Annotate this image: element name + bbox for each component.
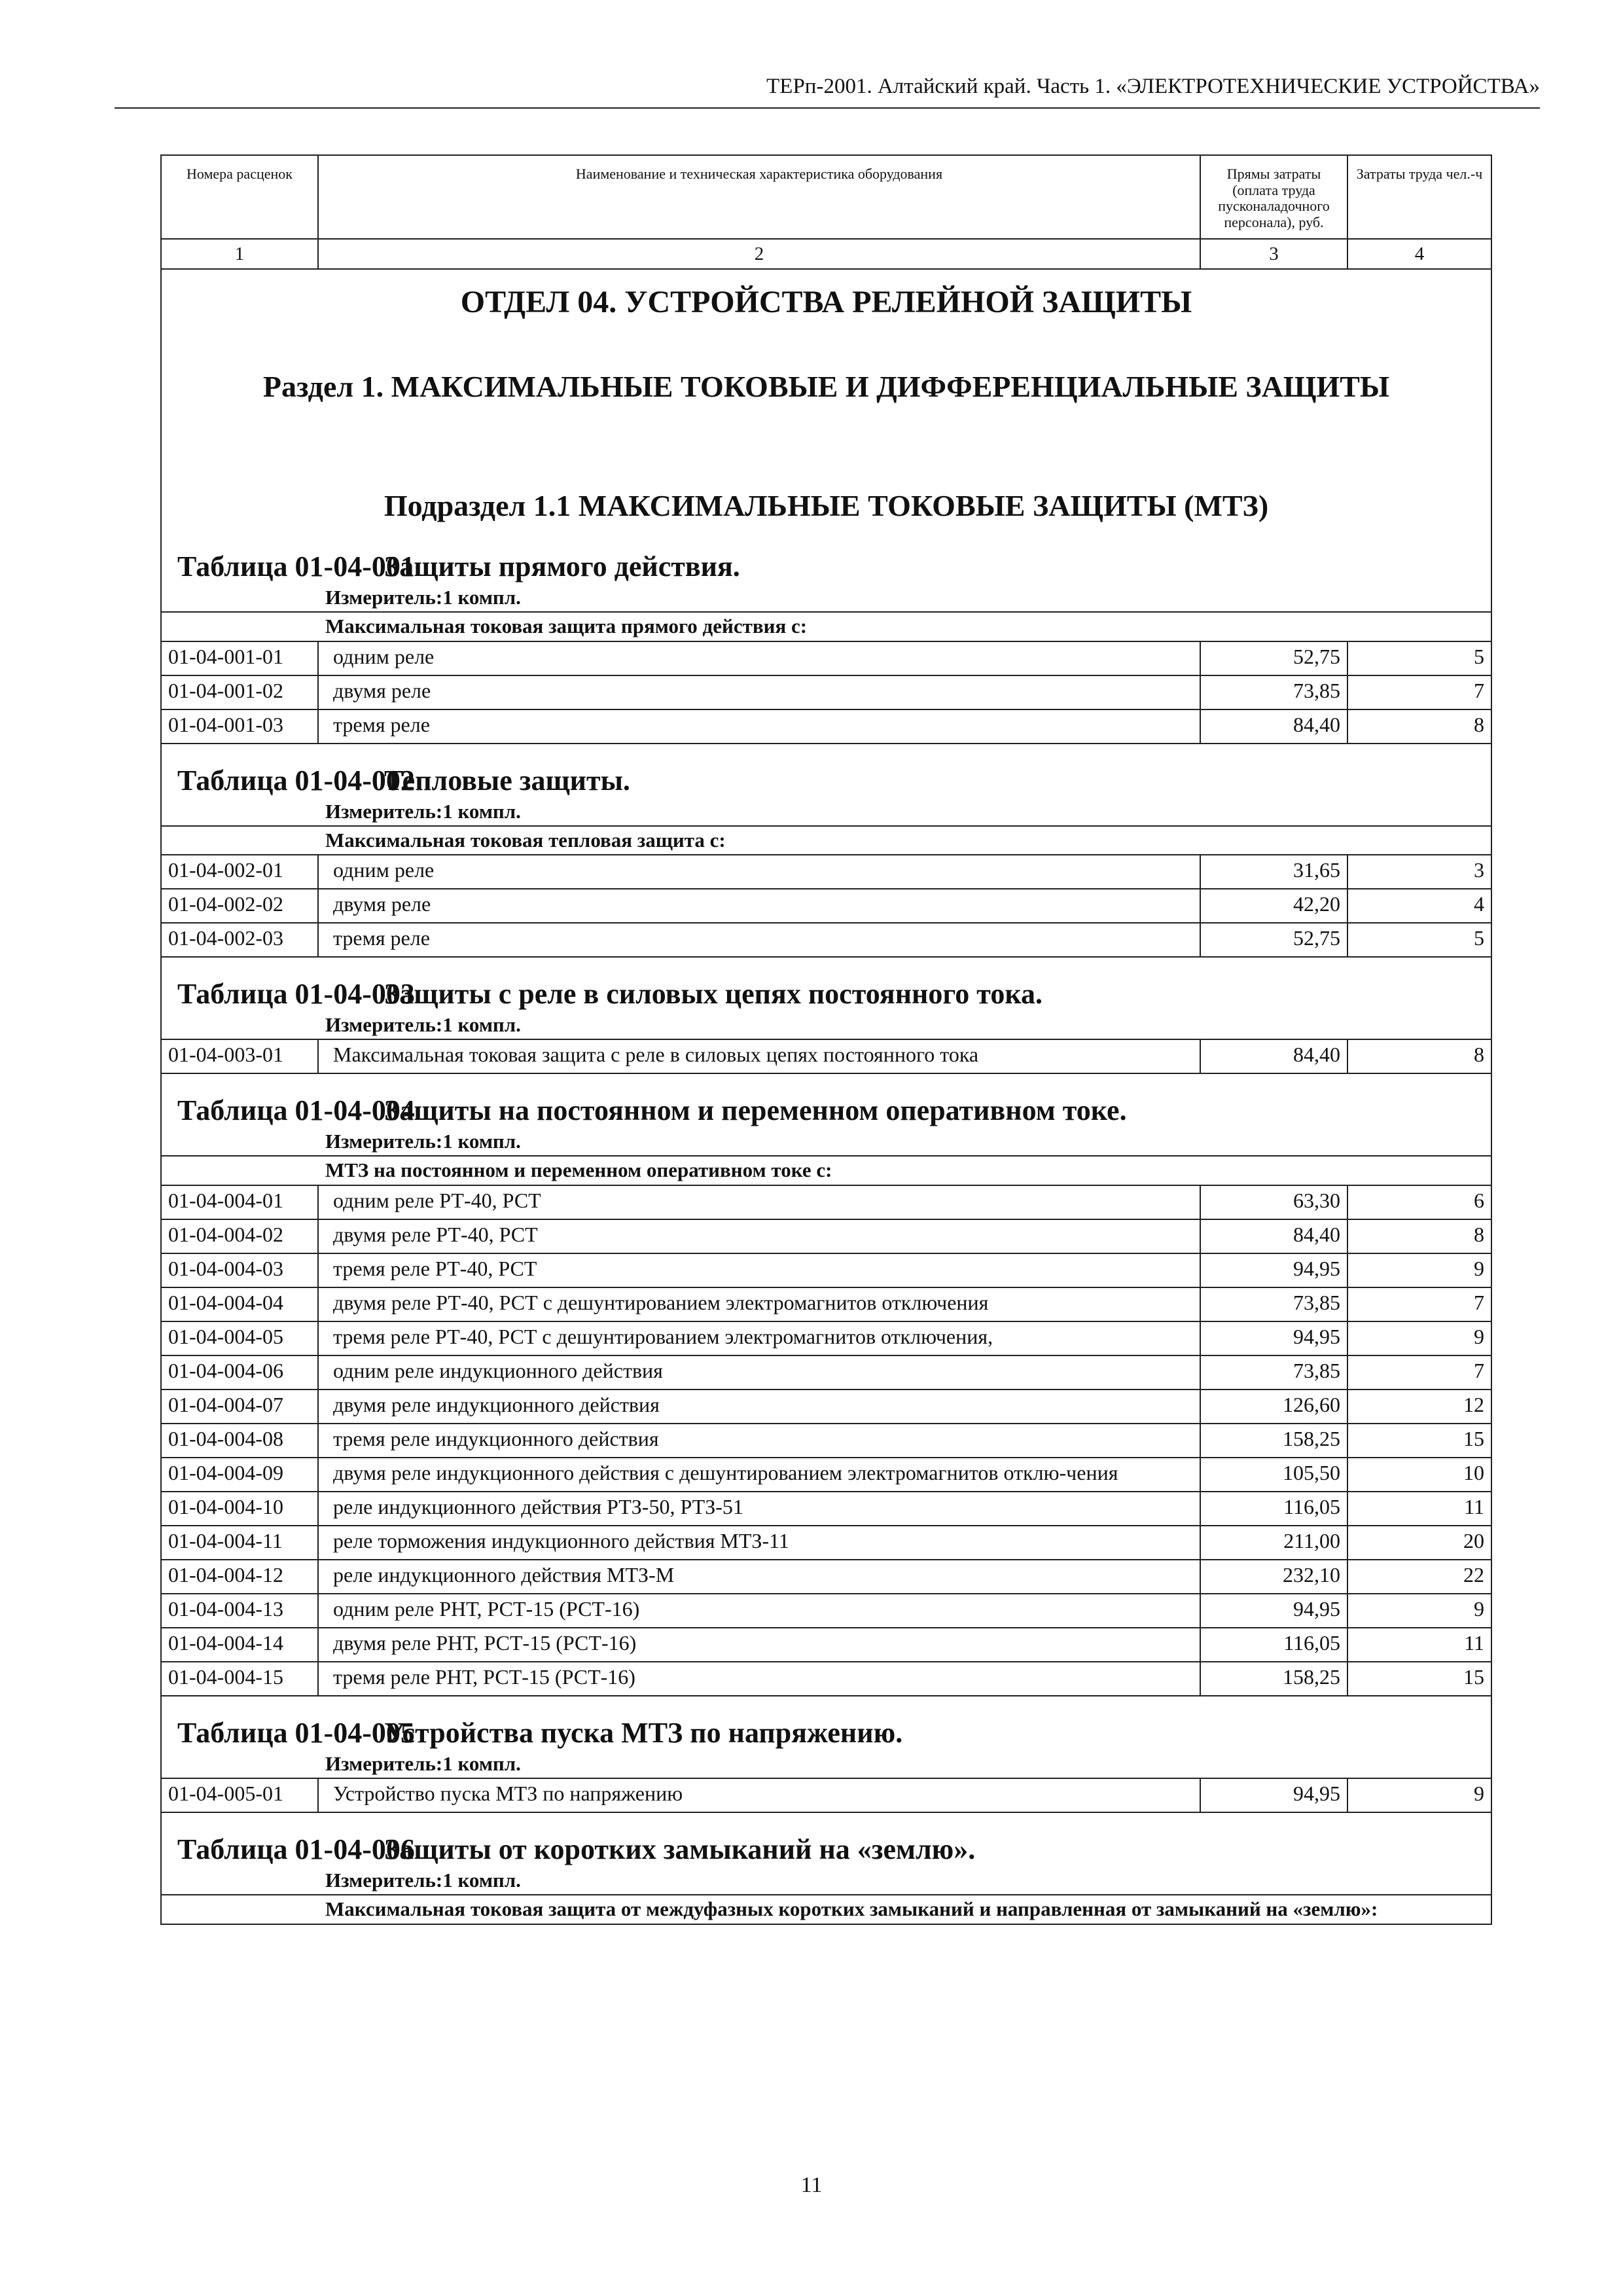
rate-labor: 6 [1474,1189,1484,1213]
rate-cost: 94,95 [1201,1322,1348,1355]
rate-cost: 84,40 [1201,710,1348,743]
table-row [162,1661,1491,1695]
rate-cost: 211,00 [1201,1526,1348,1559]
rate-cost: 52,75 [1201,924,1348,956]
table-row [162,1559,1491,1593]
table-row [162,1457,1491,1491]
rate-cost: 232,10 [1201,1560,1348,1593]
rate-code: 01-04-005-01 [162,1779,319,1812]
rate-table-block [162,1695,1491,1812]
column-number: 2 [319,240,1201,270]
table-code: Таблица 01-04-002 [177,764,415,797]
section-title: Раздел 1. МАКСИМАЛЬНЫЕ ТОКОВЫЕ И ДИФФЕРЕНЦИАЛЬНЫЕ ЗАЩИТЫ [262,370,1390,403]
rate-labor: 11 [1464,1631,1484,1655]
table-meter: Измеритель:1 компл. [325,1013,521,1037]
column-number: 4 [1348,240,1491,270]
table-row [162,854,1491,888]
rate-cost: 105,50 [1201,1458,1348,1491]
rate-description: одним реле РТ-40, РСТ [319,1186,1201,1219]
table-title [162,1813,1491,1867]
table-row [162,1491,1491,1525]
table-row [162,709,1491,743]
rate-code: 01-04-003-01 [162,1040,319,1073]
table-row [162,1039,1491,1073]
rate-cost: 73,85 [1201,1356,1348,1389]
rate-cost: 158,25 [1201,1662,1348,1695]
rate-cost: 126,60 [1201,1390,1348,1423]
table-name: Тепловые защиты. [384,764,630,797]
rate-cost: 116,05 [1201,1492,1348,1525]
rate-description: одним реле [319,642,1201,675]
rate-code: 01-04-004-03 [162,1254,319,1287]
table-row [162,1185,1491,1219]
rate-labor: 22 [1463,1563,1484,1587]
rate-description: одним реле [319,855,1201,888]
rate-labor: 15 [1463,1427,1484,1451]
rate-description: тремя реле индукционного действия [319,1424,1201,1457]
rate-code: 01-04-004-11 [162,1526,319,1559]
rate-code: 01-04-002-02 [162,889,319,922]
table-title [162,958,1491,1011]
rates-table [160,154,1492,1925]
rate-labor: 3 [1474,858,1484,882]
rate-labor: 5 [1474,644,1484,668]
rate-table-block [162,1812,1491,1924]
table-row [162,1778,1491,1812]
rate-labor: 9 [1474,1597,1484,1621]
table-code: Таблица 01-04-006 [177,1833,415,1866]
column-header-codes: Номера расценок [162,156,319,240]
column-header-row [162,156,1491,240]
rate-cost: 73,85 [1201,1288,1348,1321]
rate-labor: 8 [1474,712,1484,736]
rate-labor: 7 [1474,1291,1484,1315]
rate-labor: 9 [1474,1325,1484,1349]
table-code: Таблица 01-04-001 [177,550,415,583]
group-heading: Максимальная токовая тепловая защита с: [162,825,1491,855]
table-name: Защиты от коротких замыканий на «землю». [384,1833,976,1866]
rate-code: 01-04-004-05 [162,1322,319,1355]
rate-labor: 20 [1463,1529,1484,1553]
rate-labor: 8 [1474,1043,1484,1067]
column-header-cost: Прямы затраты (оплата труда пусконаладочного персонала), руб. [1201,156,1348,240]
table-meter: Измеритель:1 компл. [325,1869,521,1892]
rate-description: тремя реле РНТ, РСТ-15 (РСТ-16) [319,1662,1201,1695]
rate-labor: 5 [1474,926,1484,950]
table-meter: Измеритель:1 компл. [325,1752,521,1776]
rate-code: 01-04-004-13 [162,1594,319,1627]
rate-description: тремя реле РТ-40, РСТ с дешунтированием электромагнитов отключения, [319,1322,1201,1355]
table-meter: Измеритель:1 компл. [325,799,521,823]
rate-code: 01-04-002-01 [162,855,319,888]
rate-cost: 116,05 [1201,1628,1348,1661]
group-heading: Максимальная токовая защита от междуфазных коротких замыканий и направленная от замыканий на «землю»: [162,1894,1491,1924]
rate-labor: 8 [1474,1223,1484,1247]
column-header-labor: Затраты труда чел.-ч [1348,156,1491,240]
rate-code: 01-04-004-06 [162,1356,319,1389]
rate-description: двумя реле [319,889,1201,922]
group-heading: МТЗ на постоянном и переменном оперативном токе с: [162,1155,1491,1185]
rate-description: реле торможения индукционного действия МТЗ-11 [319,1526,1201,1559]
table-name: Защиты с реле в силовых цепях постоянного тока. [384,978,1043,1011]
table-row [162,1423,1491,1457]
table-row [162,922,1491,956]
table-code: Таблица 01-04-003 [177,978,415,1011]
rate-description: Устройство пуска МТЗ по напряжению [319,1779,1201,1812]
table-name: Устройства пуска МТЗ по напряжению. [384,1717,903,1749]
column-number: 1 [162,240,319,270]
rate-code: 01-04-004-08 [162,1424,319,1457]
rate-code: 01-04-004-04 [162,1288,319,1321]
rate-code: 01-04-001-02 [162,676,319,709]
rate-cost: 42,20 [1201,889,1348,922]
rate-labor: 9 [1474,1257,1484,1281]
rate-description: двумя реле РТ-40, РСТ с дешунтированием электромагнитов отключения [319,1288,1201,1321]
table-row [162,1287,1491,1321]
rate-description: двумя реле [319,676,1201,709]
tables-container [162,530,1491,1924]
rate-cost: 31,65 [1201,855,1348,888]
rate-description: одним реле индукционного действия [319,1356,1201,1389]
rate-description: Максимальная токовая защита с реле в силовых цепях постоянного тока [319,1040,1201,1073]
rate-labor: 4 [1474,892,1484,916]
page-number: 11 [800,2173,823,2197]
rate-labor: 7 [1474,1359,1484,1383]
rate-description: тремя реле [319,924,1201,956]
table-row [162,675,1491,709]
rate-table-block [162,956,1491,1073]
rate-code: 01-04-004-10 [162,1492,319,1525]
table-row [162,1253,1491,1287]
rate-cost: 73,85 [1201,676,1348,709]
rate-code: 01-04-004-12 [162,1560,319,1593]
table-meter: Измеритель:1 компл. [325,586,521,609]
rate-description: тремя реле РТ-40, РСТ [319,1254,1201,1287]
rate-code: 01-04-004-02 [162,1220,319,1253]
rate-description: одним реле РНТ, РСТ-15 (РСТ-16) [319,1594,1201,1627]
rate-description: тремя реле [319,710,1201,743]
table-title [162,744,1491,798]
table-row [162,1627,1491,1661]
rate-cost: 52,75 [1201,642,1348,675]
table-row [162,1355,1491,1389]
table-row [162,641,1491,675]
rate-cost: 158,25 [1201,1424,1348,1457]
table-row [162,1593,1491,1627]
table-row [162,1525,1491,1559]
rate-code: 01-04-004-15 [162,1662,319,1695]
table-title [162,1074,1491,1128]
table-name: Защиты прямого действия. [384,550,740,583]
column-number: 3 [1201,240,1348,270]
rate-description: двумя реле индукционного действия [319,1390,1201,1423]
rate-cost: 94,95 [1201,1779,1348,1812]
rate-labor: 7 [1474,678,1484,702]
rate-labor: 12 [1463,1393,1484,1417]
rate-code: 01-04-004-07 [162,1390,319,1423]
table-title [162,1696,1491,1750]
subsection-title: Подраздел 1.1 МАКСИМАЛЬНЫЕ ТОКОВЫЕ ЗАЩИТЫ (МТЗ) [383,489,1269,522]
rate-labor: 10 [1463,1461,1484,1485]
rate-cost: 63,30 [1201,1186,1348,1219]
rate-code: 01-04-004-01 [162,1186,319,1219]
table-row [162,888,1491,922]
rate-code: 01-04-002-03 [162,924,319,956]
table-row [162,1389,1491,1423]
rate-cost: 84,40 [1201,1040,1348,1073]
table-name: Защиты на постоянном и переменном оперативном токе. [384,1094,1127,1127]
rate-description: реле индукционного действия МТЗ-М [319,1560,1201,1593]
rate-description: двумя реле РТ-40, РСТ [319,1220,1201,1253]
group-heading: Максимальная токовая защита прямого действия с: [162,611,1491,641]
rate-description: двумя реле индукционного действия с дешунтированием электромагнитов отклю-чения [319,1458,1201,1491]
rate-code: 01-04-001-03 [162,710,319,743]
column-number-row [162,240,1491,270]
rate-table-block [162,743,1491,957]
rate-labor: 11 [1464,1495,1484,1519]
rate-description: реле индукционного действия РТЗ-50, РТЗ-51 [319,1492,1201,1525]
rate-code: 01-04-001-01 [162,642,319,675]
table-row [162,1219,1491,1253]
rate-labor: 9 [1474,1782,1484,1806]
table-code: Таблица 01-04-004 [177,1094,415,1127]
department-title: ОТДЕЛ 04. УСТРОЙСТВА РЕЛЕЙНОЙ ЗАЩИТЫ [460,285,1192,319]
rate-code: 01-04-004-14 [162,1628,319,1661]
rate-cost: 94,95 [1201,1254,1348,1287]
rate-description: двумя реле РНТ, РСТ-15 (РСТ-16) [319,1628,1201,1661]
table-meter: Измеритель:1 компл. [325,1130,521,1153]
rate-labor: 15 [1463,1665,1484,1689]
rate-table-block [162,530,1491,743]
rate-code: 01-04-004-09 [162,1458,319,1491]
table-row [162,1321,1491,1355]
rate-table-block [162,1073,1491,1695]
column-header-name: Наименование и техническая характеристика оборудования [319,156,1201,240]
rate-cost: 94,95 [1201,1594,1348,1627]
running-header: ТЕРп-2001. Алтайский край. Часть 1. «ЭЛЕКТРОТЕХНИЧЕСКИЕ УСТРОЙСТВА» [115,71,1540,109]
table-code: Таблица 01-04-005 [177,1717,415,1749]
table-title [162,530,1491,584]
rate-cost: 84,40 [1201,1220,1348,1253]
